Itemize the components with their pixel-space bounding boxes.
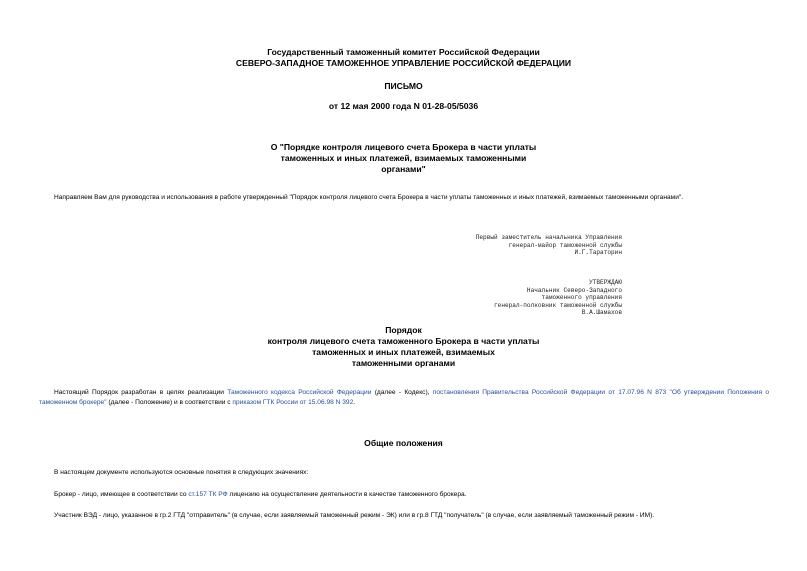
approval-line-4: генерал-полковник таможенной службы [494, 301, 622, 309]
basis-text-1: Настоящий Порядок разработан в целях реализации [54, 389, 228, 396]
participant-definition: Участник ВЭД - лицо, указанное в гр.2 ГТД "отправитель" (в случае, если заявляемый таможенный режим - ЭК) или в гр.8 ГТД "получатель" (в случае, если заявляемый таможенный режим - ИМ). [54, 512, 655, 519]
concepts-intro: В настоящем документе используются основные понятия в следующих значениях: [54, 469, 309, 476]
approval-line-5: В.А.Шамахов [581, 309, 622, 317]
approval-line-1: УТВЕРЖДАЮ [589, 279, 622, 286]
basis-text-2: (далее - Кодекс), [371, 389, 433, 396]
approval-line-3: таможенного управления [541, 294, 622, 302]
signature-line-3: И.Г.Тараторин [574, 249, 622, 257]
subject-line-1: О "Порядке контроля лицевого счета Брокера в части уплаты [270, 142, 537, 152]
procedure-title-4: таможенными органами [351, 358, 456, 368]
issuer-name: Государственный таможенный комитет Российской Федерации [267, 47, 540, 57]
approval-block [430, 279, 622, 317]
signature-block [430, 234, 622, 257]
broker-definition [54, 490, 467, 500]
section-title: Общие положения [364, 438, 443, 448]
basis-text-4: . [353, 399, 356, 406]
issuer-department: СЕВЕРО-ЗАПАДНОЕ ТАМОЖЕННОЕ УПРАВЛЕНИЕ РОССИЙСКОЙ ФЕДЕРАЦИИ [235, 58, 572, 68]
broker-text-2: лицензию на осуществление деятельности в качестве таможенного брокера. [227, 491, 467, 498]
approval-line-2: Начальник Северо-Западного [526, 286, 622, 294]
basis-text-3: (далее - Положение) и в соответствии с [106, 399, 233, 406]
government-decree-link[interactable]: постановления Правительства Российской Федерации от 17.07.96 N 873 "Об утверждении Положения о таможенном брокере" [39, 389, 770, 406]
subject-line-3: органами" [381, 164, 426, 174]
procedure-title-2: контроля лицевого счета таможенного Брокера в части уплаты [267, 336, 540, 346]
document-type: ПИСЬМО [384, 81, 423, 91]
document-date-number: от 12 мая 2000 года N 01-28-05/5036 [328, 101, 479, 111]
subject-line-2: таможенных и иных платежей, взимаемых таможенными [280, 153, 527, 163]
basis-paragraph [39, 388, 769, 408]
tax-code-link[interactable]: Таможенного кодекса Российской Федерации [227, 389, 372, 396]
signature-line-2: генерал-майор таможенной службы [508, 241, 622, 249]
signature-line-1: Первый заместитель начальника Управления [475, 234, 622, 241]
gtk-order-link[interactable]: приказом ГТК России от 15.06.98 N 392 [232, 399, 354, 406]
procedure-title-1: Порядок [385, 325, 422, 335]
procedure-title-3: таможенных и иных платежей, взимаемых [312, 347, 495, 357]
broker-text-1: Брокер - лицо, имеющее в соответствии со [54, 491, 189, 498]
intro-paragraph: Направляем Вам для руководства и использования в работе утвержденный "Порядок контроля лицевого счета Брокера в части уплаты таможенных и иных платежей, взимаемых таможенными органами". [54, 194, 684, 201]
article-157-link[interactable]: ст.157 ТК РФ [188, 491, 228, 498]
